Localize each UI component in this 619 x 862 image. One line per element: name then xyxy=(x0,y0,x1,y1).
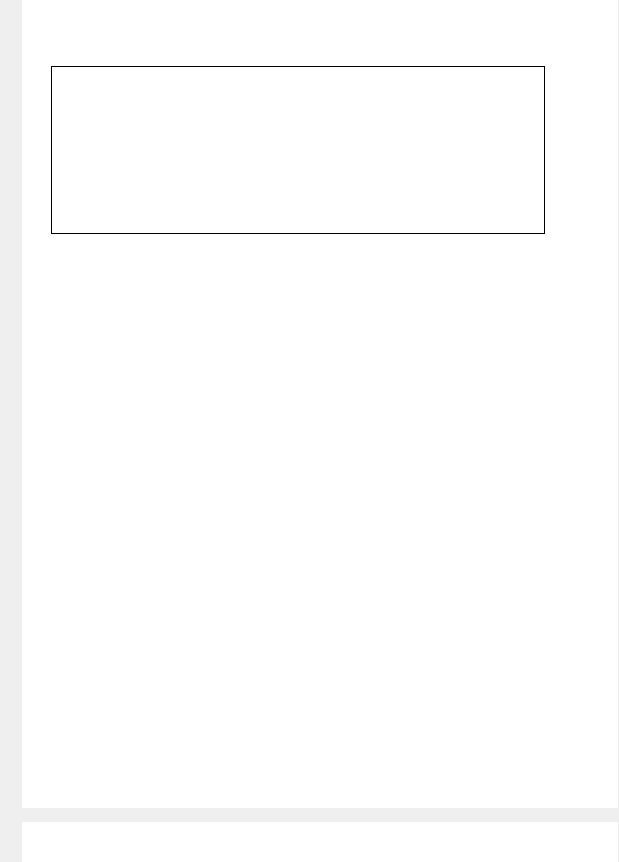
case-study-box xyxy=(51,66,545,234)
financial-position-table xyxy=(51,252,546,732)
next-page xyxy=(22,822,618,862)
